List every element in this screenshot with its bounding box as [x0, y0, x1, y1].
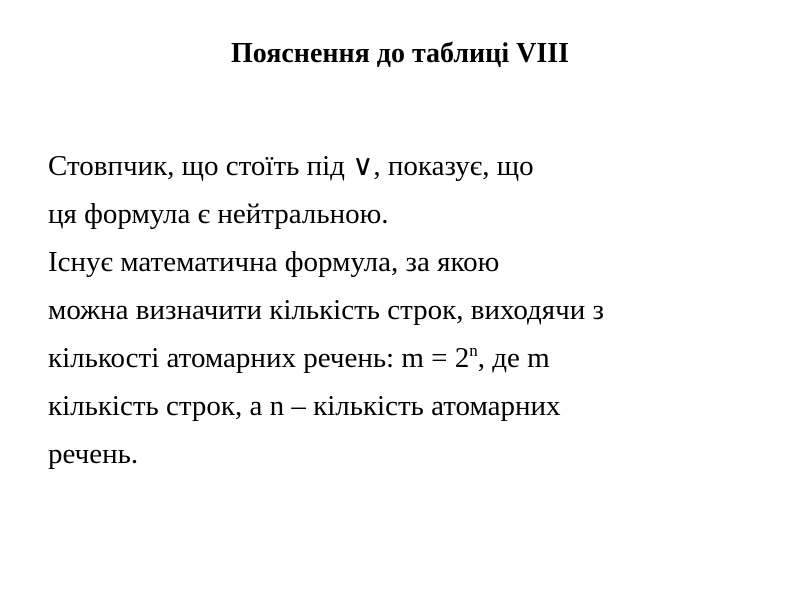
formula-exponent: n — [469, 341, 478, 360]
body-line-1: Стовпчик, що стоїть під ∨, показує, що — [48, 150, 534, 182]
body-line-2: ця формула є нейтральною. — [48, 198, 389, 230]
slide-body — [48, 142, 768, 478]
body-line-6: кількість строк, а n – кількість атомарних — [48, 390, 561, 422]
body-line-3: Існує математична формула, за якою — [48, 246, 500, 278]
body-line-4: можна визначити кількість строк, виходячи з — [48, 294, 604, 326]
slide-title: Пояснення до таблиці VIII — [230, 38, 570, 69]
body-line-7: речень. — [48, 438, 139, 470]
formula-line — [48, 334, 768, 382]
formula-prefix: кількості атомарних речень: m = 2 — [48, 342, 470, 374]
formula-suffix: , де m — [477, 342, 550, 374]
